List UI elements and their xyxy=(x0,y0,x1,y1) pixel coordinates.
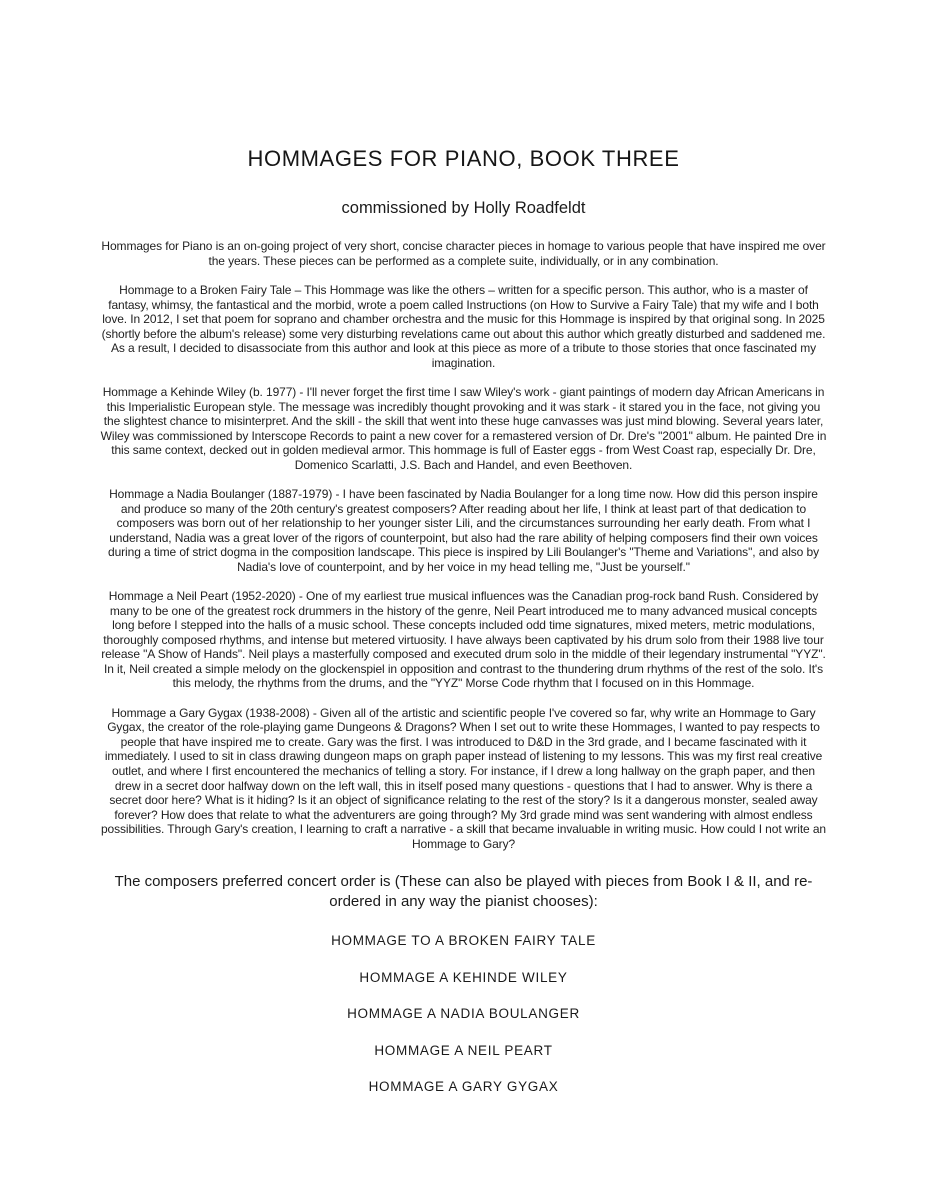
paragraph-intro: Hommages for Piano is an on-going project of very short, concise character pieces in homage to various people that have inspired me over the years. These pieces can be performed as a complete suite, individually, or in any combination. xyxy=(101,239,826,268)
paragraph-neil-peart: Hommage a Neil Peart (1952-2020) - One of my earliest true musical influences was the Canadian prog-rock band Rush. Considered by many to be one of the greatest rock drummers in the history of the genre, Neil Peart introduced me to many advanced musical concepts long before I stepped into the halls of a music school. These concepts included odd time signatures, mixed meters, metric modulations, thoroughly composed rhythms, and intense but metered virtuosity. I have always been captivated by his drum solo from their 1988 live tour release "A Show of Hands". Neil plays a masterfully composed and executed drum solo in the middle of their legendary instrumental "YYZ". In it, Neil created a simple melody on the glockenspiel in opposition and contrast to the thundering drum rhythms of the rest of the solo. It's this melody, the rhythms from the drums, and the "YYZ" Morse Code rhythm that I focused on in this Hommage. xyxy=(101,589,826,691)
paragraph-broken-fairy-tale: Hommage to a Broken Fairy Tale – This Hommage was like the others – written for a specific person. This author, who is a master of fantasy, whimsy, the fantastical and the morbid, wrote a poem called Instructions (on How to Survive a Fairy Tale) that my wife and I both love. In 2012, I set that poem for soprano and chamber orchestra and the music for this Hommage is inspired by that original song. In 2025 (shortly before the album's release) some very disturbing revelations came out about this author which greatly disturbed and saddened me. As a result, I decided to disassociate from this author and look at this piece as more of a tribute to those stories that once fascinated my imagination. xyxy=(101,283,826,370)
concert-order-heading: The composers preferred concert order is (These can also be played with pieces from Book I & II, and re-ordered in any way the pianist chooses): xyxy=(114,873,813,910)
paragraph-nadia-boulanger: Hommage a Nadia Boulanger (1887-1979) - I have been fascinated by Nadia Boulanger for a long time now. How did this person inspire and produce so many of the 20th century's greatest composers? After reading about her life, I think at least part of that dedication to composers was born out of her relationship to her younger sister Lili, and the circumstances surrounding her early death. From what I understand, Nadia was a great lover of the rigors of counterpoint, but also had the rare ability of helping composers find their own voices during a time of strict dogma in the composition landscape. This piece is inspired by Lili Boulanger's "Theme and Variations", and also by Nadia's love of counterpoint, and by her voice in my head telling me, "Just be yourself." xyxy=(108,487,819,574)
concert-order-item-neil-peart: HOMMAGE A NEIL PEART xyxy=(374,1042,553,1058)
concert-order-item-kehinde-wiley: HOMMAGE A KEHINDE WILEY xyxy=(359,969,568,985)
page-title: HOMMAGES FOR PIANO, BOOK THREE xyxy=(247,146,680,171)
concert-order-item-nadia-boulanger: HOMMAGE A NADIA BOULANGER xyxy=(347,1006,580,1022)
page-subtitle: commissioned by Holly Roadfeldt xyxy=(341,199,586,217)
paragraph-gary-gygax: Hommage a Gary Gygax (1938-2008) - Given all of the artistic and scientific people I've covered so far, why write an Hommage to Gary Gygax, the creator of the role-playing game Dungeons & Dragons? When I set out to write these Hommages, I wanted to pay respects to people that have inspired me to create. Gary was the first. I was introduced to D&D in the 3rd grade, and I became fascinated with it immediately. I used to sit in class drawing dungeon maps on graph paper instead of listening to my lessons. This was my first real creative outlet, and where I first encountered the mechanics of telling a story. For instance, if I drew a long hallway on the graph paper, and then drew in a secret door halfway down on the left wall, this in itself posed many questions - questions that I had to answer. Why is there a secret door here? What is it hiding? Is it an object of significance relating to the rest of the story? Is it a dangerous monster, sealed away forever? How does that relate to what the adventurers are going through? My 3rd grade mind was sent wandering with almost endless possibilities. Through Gary's creation, I learning to craft a narrative - a skill that became invaluable in writing music. How could I not write an Hommage to Gary? xyxy=(100,705,827,851)
concert-order-list xyxy=(100,934,827,1094)
paragraph-kehinde-wiley: Hommage a Kehinde Wiley (b. 1977) - I'll never forget the first time I saw Wiley's work - giant paintings of modern day African Americans in this Imperialistic European style. The message was incredibly thought provoking and it was stark - it stared you in the face, not giving you the slightest chance to misinterpret. And the skill - the skill that went into these huge canvasses was just mind blowing. Several years later, Wiley was commissioned by Interscope Records to paint a new cover for a remastered version of Dr. Dre's "2001" album. He painted Dre in this same context, decked out in golden medieval armor. This hommage is full of Easter eggs - from West Coast rap, especially Dr. Dre, Domenico Scarlatti, J.S. Bach and Handel, and even Beethoven. xyxy=(100,385,827,472)
concert-order-item-gary-gygax: HOMMAGE A GARY GYGAX xyxy=(368,1079,559,1095)
concert-order-item-broken-fairy-tale: HOMMAGE TO A BROKEN FAIRY TALE xyxy=(331,933,596,949)
